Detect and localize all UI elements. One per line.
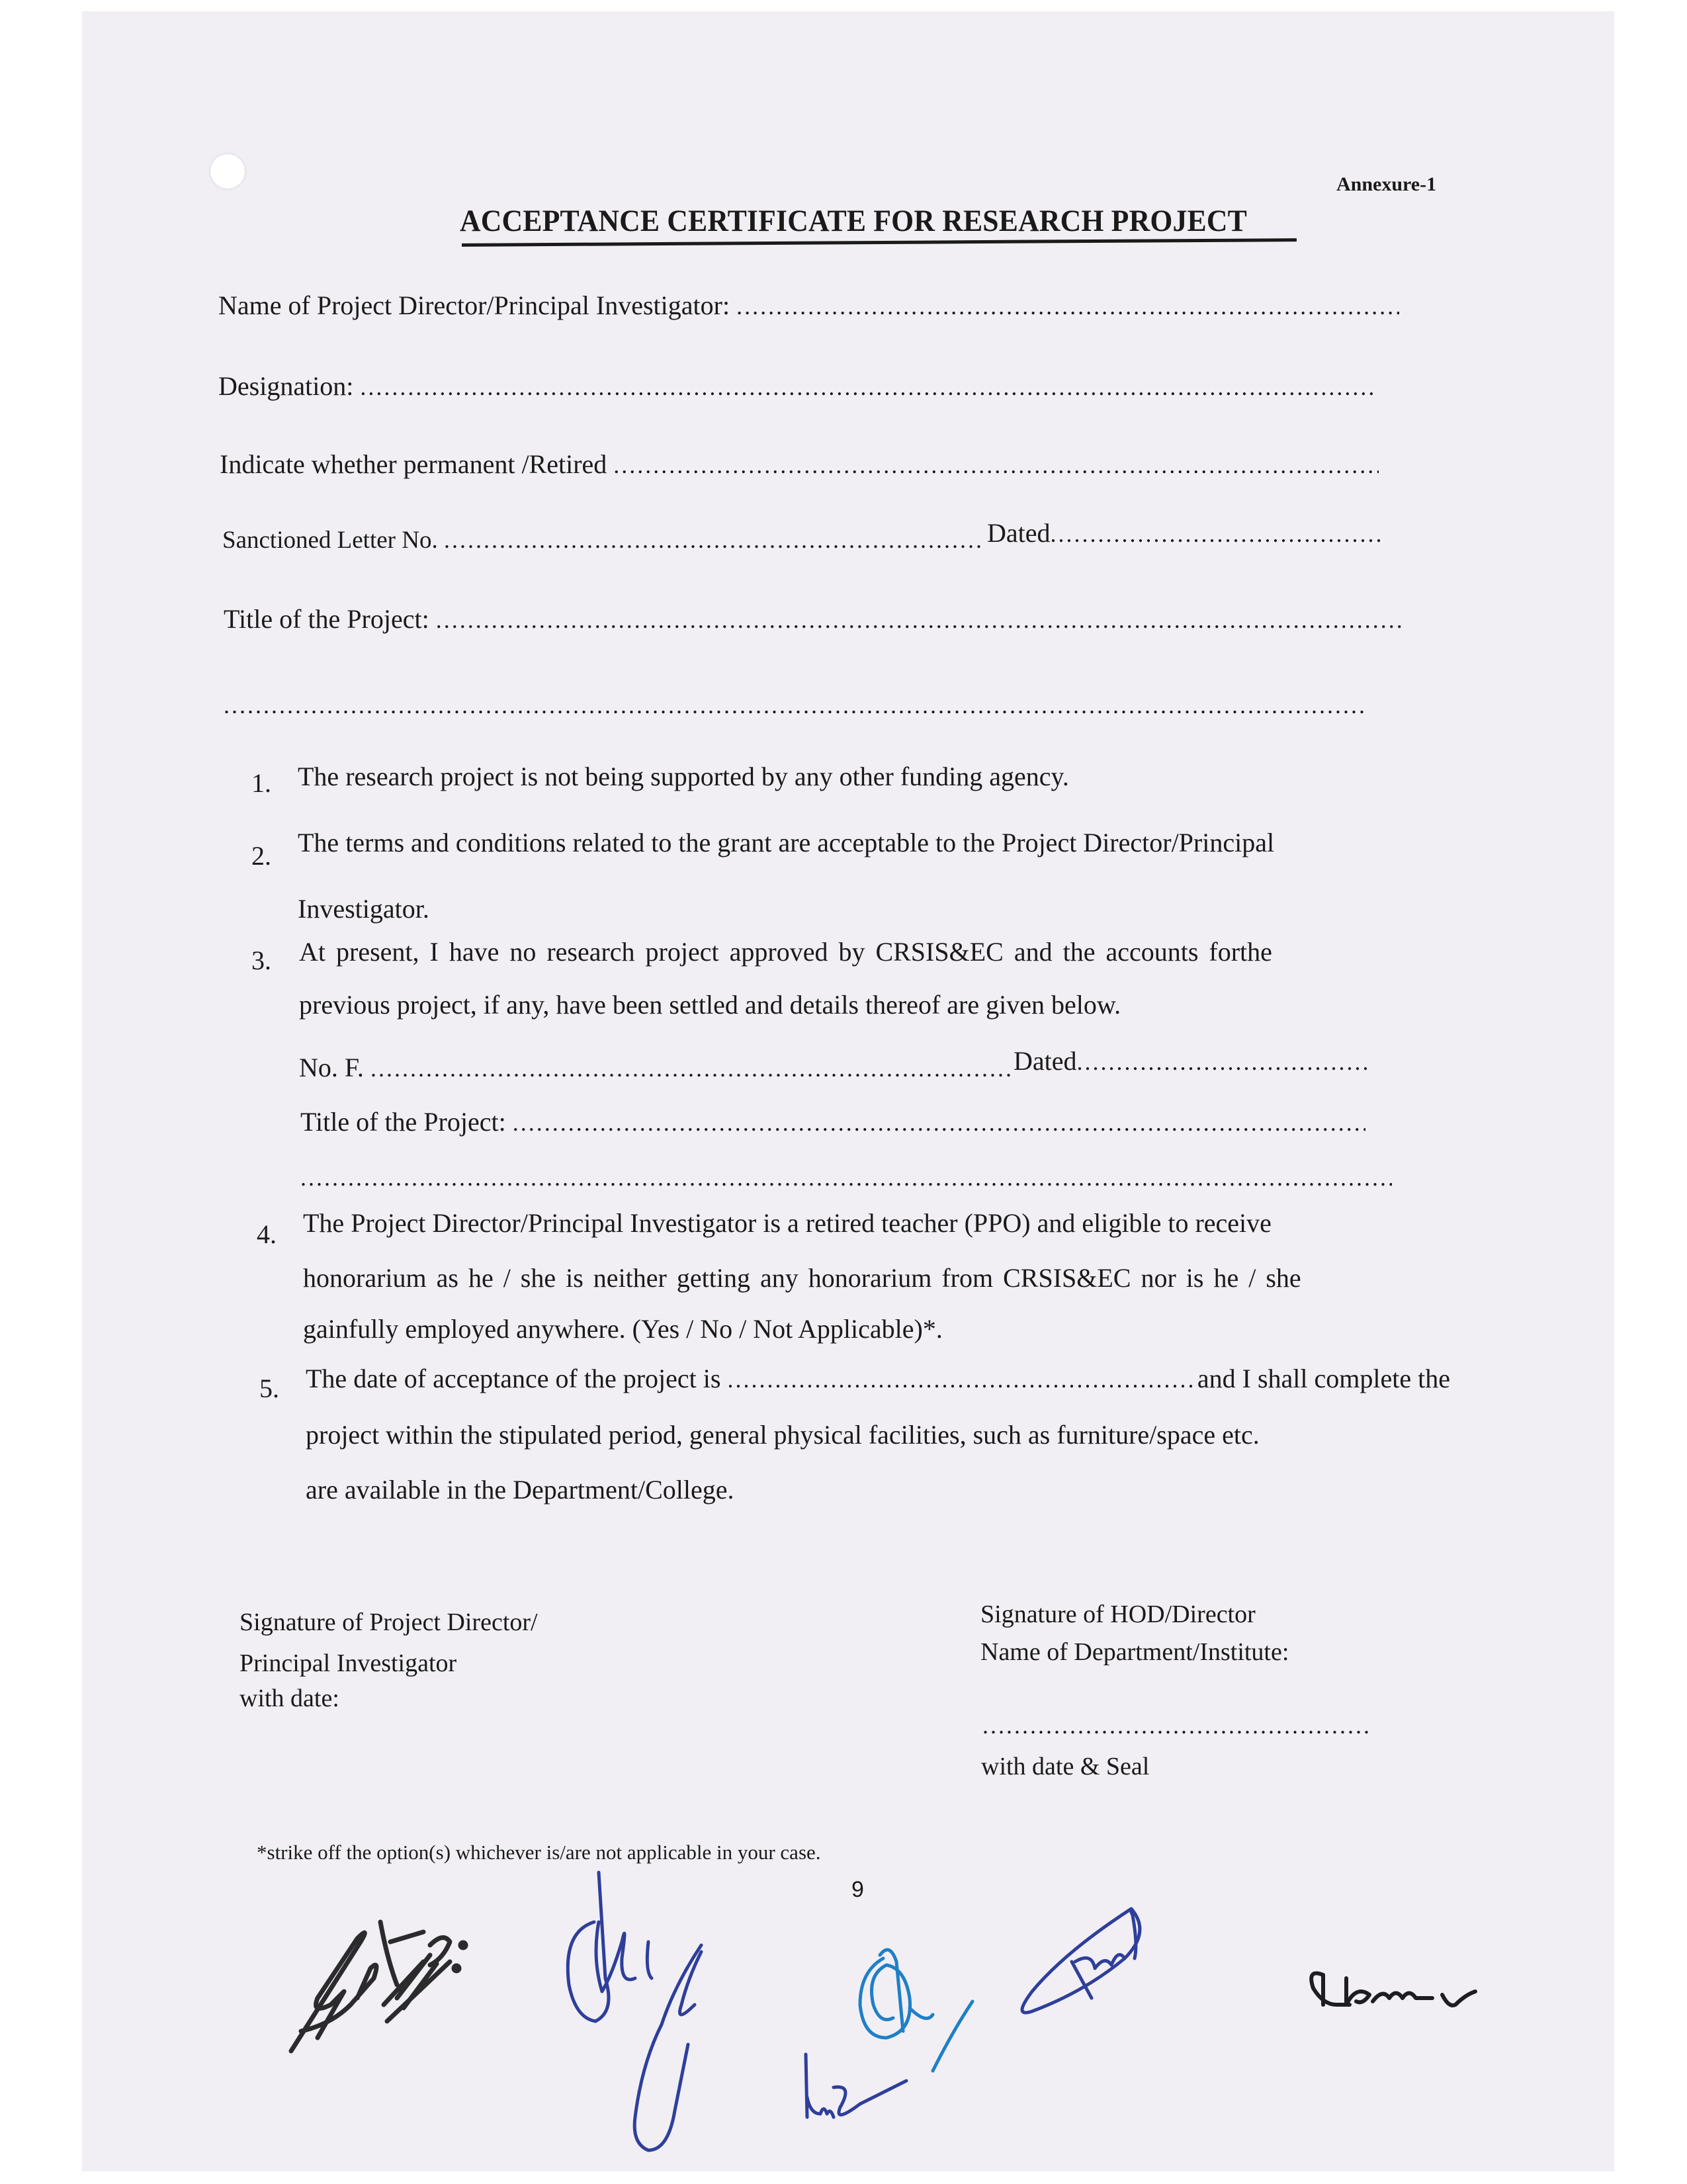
item-5-prefix: The date of acceptance of the project is [306,1364,721,1393]
item-5-suffix: and I shall complete the [1197,1364,1450,1393]
field-label: No. F. [299,1053,364,1082]
signature-5 [1311,1974,1475,2006]
item-2-text-line-2: Investigator. [298,894,429,924]
page-number: 9 [851,1877,864,1902]
field-label: Name of Project Director/Principal Investigator: [218,290,730,320]
date-seal-label: with date & Seal [981,1753,1150,1780]
item-4-text-line-1: The Project Director/Principal Investigator is a retired teacher (PPO) and eligible to receive [303,1208,1272,1238]
item-number: 4. [257,1219,277,1249]
item-4-text-line-3: gainfully employed anywhere. (Yes / No / Not Applicable)*. [303,1314,943,1344]
field-label: Title of the Project: [300,1107,506,1137]
item-1-text: The research project is not being supported by any other funding agency. [298,762,1069,791]
pi-signature-label-3: with date: [239,1684,339,1712]
pi-signature-label-1: Signature of Project Director/ [239,1608,538,1636]
item-number: 1. [251,768,271,798]
signature-1 [291,1922,466,2051]
field-label: Indicate whether permanent /Retired [220,449,607,479]
hod-signature-label: Signature of HOD/Director [980,1600,1256,1628]
item-3-text-line-1: At present, I have no research project approved by CRSIS&EC and the accounts forthe [299,937,1272,967]
signature-4 [1022,1909,1140,2013]
field-label: Dated [987,518,1051,548]
annexure-label: Annexure-1 [1336,173,1437,195]
item-4-text-line-2: honorarium as he / she is neither getting any honorarium from CRSIS&EC nor is he / she [303,1263,1301,1293]
field-label: Sanctioned Letter No. [222,527,438,554]
item-number: 2. [251,841,271,871]
department-name-label: Name of Department/Institute: [980,1638,1289,1666]
signature-2 [568,1872,701,2150]
signature-3 [860,1950,973,2071]
field-label: Title of the Project: [224,604,429,634]
footnote: *strike off the option(s) whichever is/are not applicable in your case. [257,1841,821,1864]
item-number: 5. [259,1374,279,1403]
field-label: Dated [1014,1046,1077,1076]
item-5-text-line-3: are available in the Department/College. [306,1475,734,1505]
field-label: Designation: [218,371,354,401]
pi-signature-label-2: Principal Investigator [239,1649,457,1677]
item-number: 3. [251,945,271,975]
signature-6 [806,2054,906,2117]
page-title: ACCEPTANCE CERTIFICATE FOR RESEARCH PROJECT [460,204,1247,238]
item-2-text-line-1: The terms and conditions related to the grant are acceptable to the Project Director/Principal [298,828,1275,857]
item-5-text-line-2: project within the stipulated period, general physical facilities, such as furniture/space etc. [306,1420,1260,1450]
item-3-text-line-2: previous project, if any, have been settled and details thereof are given below. [299,990,1121,1020]
